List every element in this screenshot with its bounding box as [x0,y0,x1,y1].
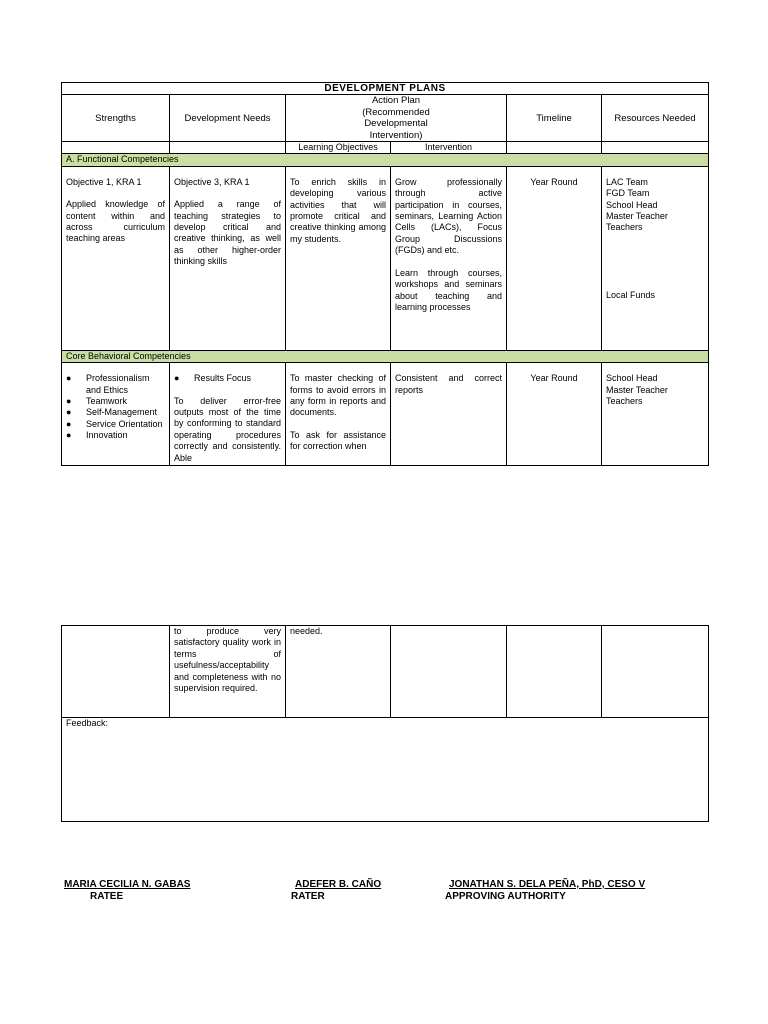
resource-item: FGD Team [606,188,650,199]
functional-strength-text: Applied knowledge of content within and across curriculum teaching areas [66,199,165,244]
list-item: ● Self-Management [66,407,165,418]
resource-item: Teachers [606,222,643,233]
functional-need-text: Applied a range of teaching strategies to develop critical and creative thinking, as well as other higher-order thinking skills [174,199,281,267]
development-plans-table [61,82,709,466]
functional-intervention-cell [391,166,507,350]
empty-cell [170,142,286,154]
empty-cell [507,626,602,718]
empty-cell [507,142,602,154]
rater-signature [291,879,381,903]
empty-cell [62,626,170,718]
list-item: ● Professionalism and Ethics [66,373,165,396]
resource-item: School Head [606,373,658,384]
signature-block [0,879,768,909]
core-strengths-list [66,373,165,441]
action-plan-sublabel: (Recommended Developmental Intervention) [362,106,430,141]
core-objective-cell [286,363,391,466]
resource-item-funds: Local Funds [606,289,656,300]
core-objective-1: To master checking of forms to avoid errors in any form in reports and documents. [290,373,386,418]
functional-timeline-cell: Year Round [507,166,602,350]
action-plan-label: Action Plan [371,95,421,107]
approver-name: JONATHAN S. DELA PEÑA, PhD, CESO V [449,879,646,890]
core-timeline-cell: Year Round [507,363,602,466]
header-action-plan [286,95,507,142]
list-item: ● Service Orientation [66,419,165,430]
approver-role: APPROVING AUTHORITY [445,891,566,902]
empty-cell [602,142,709,154]
resource-item: LAC Team [606,176,648,187]
functional-intervention-1: Grow professionally through active participation in courses, seminars, Learning Action Cells (LACs), Focus Group Discussions (FGDs) and etc. [395,176,502,256]
core-intervention-cell: Consistent and correct reports [391,363,507,466]
header-learning-objectives: Learning Objectives [286,142,391,154]
functional-need-objective: Objective 3, KRA 1 [174,176,250,187]
core-resources-cell [602,363,709,466]
list-item: ● Teamwork [66,396,165,407]
resource-item: Master Teacher [606,384,668,395]
resource-item: School Head [606,199,658,210]
functional-strength-objective: Objective 1, KRA 1 [66,176,142,187]
core-need-list [174,373,281,384]
header-development-needs: Development Needs [170,95,286,142]
feedback-cell: Feedback: [62,718,709,822]
header-timeline: Timeline [507,95,602,142]
functional-resources-cell [602,166,709,350]
header-strengths: Strengths [62,95,170,142]
header-intervention: Intervention [391,142,507,154]
empty-cell [391,626,507,718]
section-core-behavioral: Core Behavioral Competencies [62,350,709,362]
continuation-need-cell: to produce very satisfactory quality work in terms of usefulness/acceptability and completeness with no supervision required. [170,626,286,718]
resource-item: Teachers [606,396,643,407]
core-strengths-cell [62,363,170,466]
list-item: ● Innovation [66,430,165,441]
core-need-text: To deliver error-free outputs most of the time by conforming to standard operating procedures correctly and consistently. Able [174,395,281,463]
empty-cell [62,142,170,154]
continuation-objective-cell: needed. [286,626,391,718]
section-functional-competencies: A. Functional Competencies [62,154,709,166]
rater-name: ADEFER B. CAÑO [295,879,382,890]
resource-item: Master Teacher [606,211,668,222]
ratee-name: MARIA CECILIA N. GABAS [64,879,191,890]
core-objective-2: To ask for assistance for correction when [290,429,386,452]
ratee-signature [64,879,190,903]
ratee-role: RATEE [90,891,124,902]
header-resources: Resources Needed [602,95,709,142]
functional-strength-cell [62,166,170,350]
functional-objective-cell: To enrich skills in developing various activities that will promote critical and creative thinking among my students. [286,166,391,350]
functional-need-cell [170,166,286,350]
rater-role: RATER [291,891,325,902]
functional-intervention-2: Learn through courses, workshops and seminars about teaching and learning processes [395,267,502,312]
list-item: ● Results Focus [174,373,281,384]
empty-cell [602,626,709,718]
core-need-cell [170,363,286,466]
approver-signature [445,879,645,903]
table-title: DEVELOPMENT PLANS [62,83,709,95]
continuation-table [61,625,709,822]
